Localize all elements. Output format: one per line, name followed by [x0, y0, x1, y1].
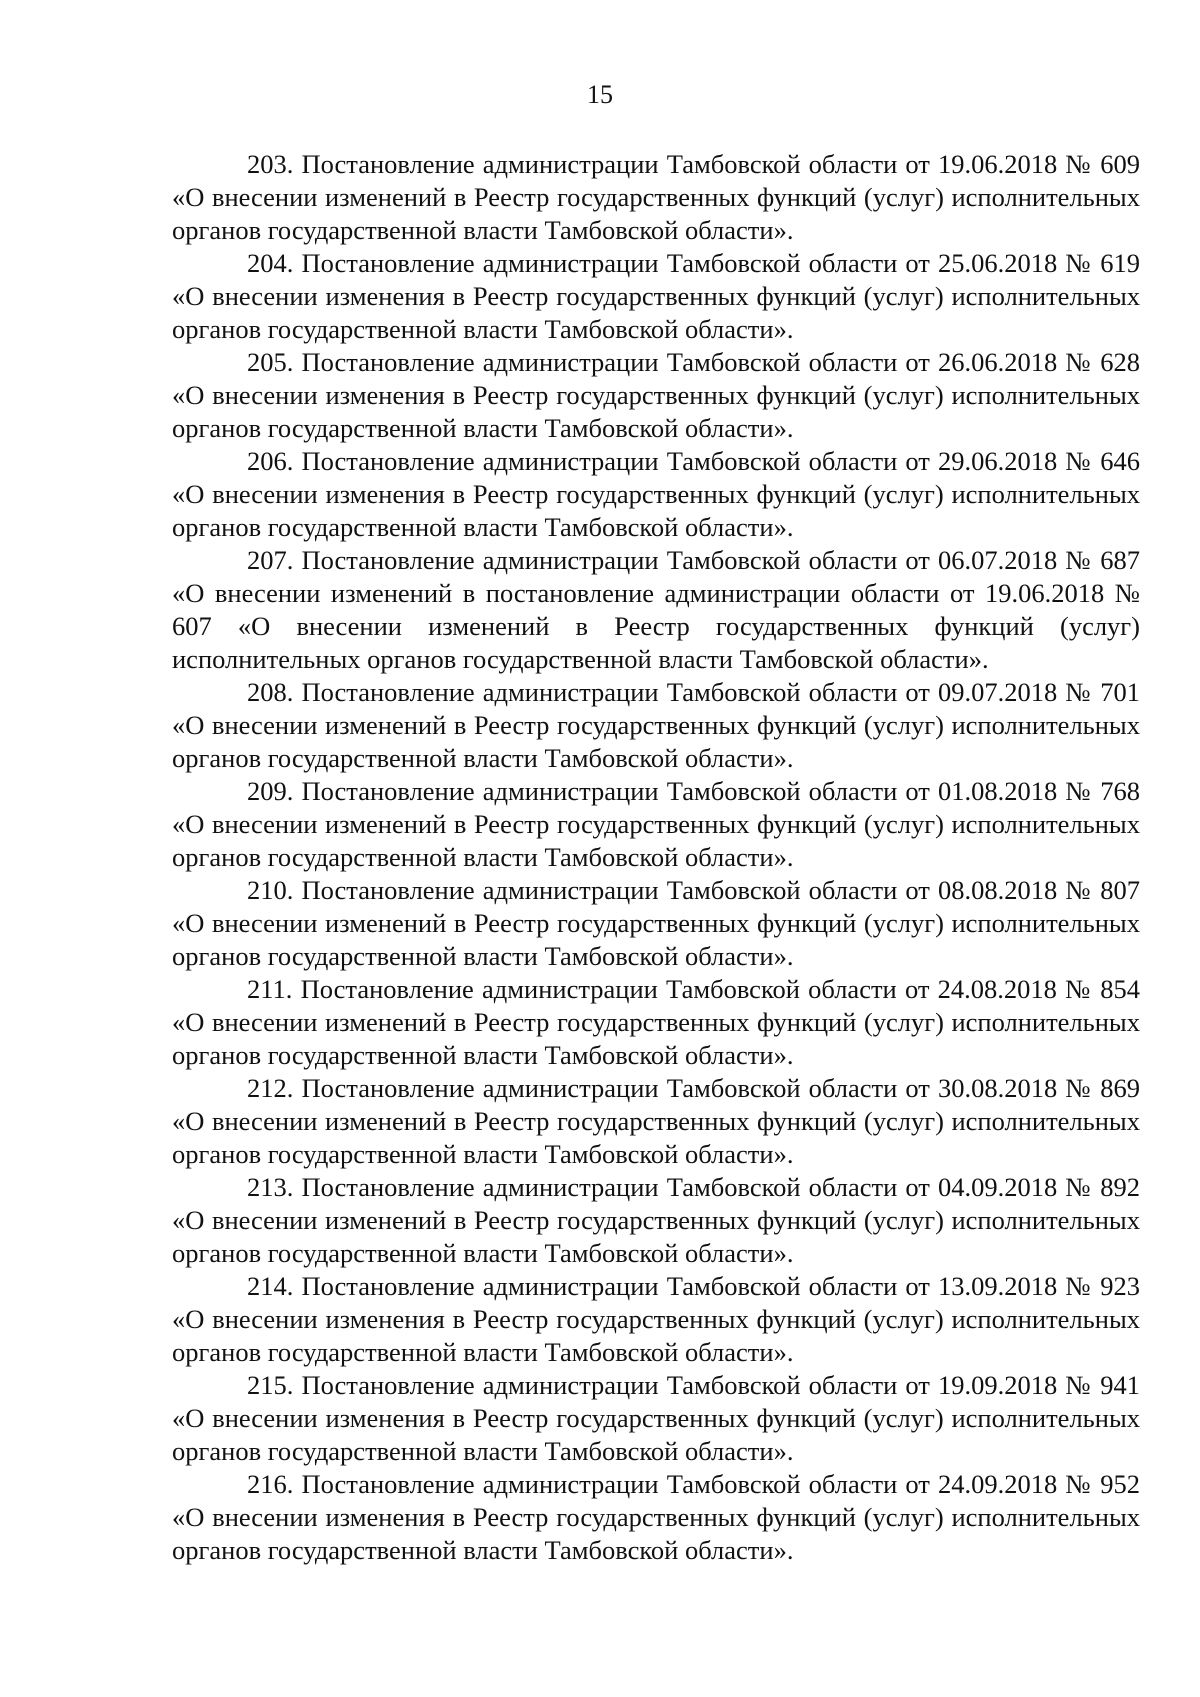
list-item: 213. Постановление администрации Тамбовской области от 04.09.2018 № 892 «О внесении изменений в Реестр государственных функций (услуг) исполнительных органов государственной власти Тамбовской области». — [172, 1172, 1140, 1268]
document-body — [172, 148, 1140, 1567]
list-item: 206. Постановление администрации Тамбовской области от 29.06.2018 № 646 «О внесении изменения в Реестр государственных функций (услуг) исполнительных органов государственной власти Тамбовской области». — [172, 446, 1140, 542]
list-item: 203. Постановление администрации Тамбовской области от 19.06.2018 № 609 «О внесении изменений в Реестр государственных функций (услуг) исполнительных органов государственной власти Тамбовской области». — [172, 149, 1140, 245]
list-item: 209. Постановление администрации Тамбовской области от 01.08.2018 № 768 «О внесении изменений в Реестр государственных функций (услуг) исполнительных органов государственной власти Тамбовской области». — [172, 776, 1140, 872]
list-item: 216. Постановление администрации Тамбовской области от 24.09.2018 № 952 «О внесении изменения в Реестр государственных функций (услуг) исполнительных органов государственной власти Тамбовской области». — [172, 1469, 1140, 1565]
list-item: 207. Постановление администрации Тамбовской области от 06.07.2018 № 687 «О внесении изменений в постановление администрации области от 19.06.2018 № 607 «О внесении изменений в Реестр государственных функций (услуг) исполнительных органов государственной власти Тамбовской области». — [172, 545, 1140, 674]
list-item: 208. Постановление администрации Тамбовской области от 09.07.2018 № 701 «О внесении изменений в Реестр государственных функций (услуг) исполнительных органов государственной власти Тамбовской области». — [172, 677, 1140, 773]
list-item: 211. Постановление администрации Тамбовской области от 24.08.2018 № 854 «О внесении изменений в Реестр государственных функций (услуг) исполнительных органов государственной власти Тамбовской области». — [172, 974, 1140, 1070]
list-item: 204. Постановление администрации Тамбовской области от 25.06.2018 № 619 «О внесении изменения в Реестр государственных функций (услуг) исполнительных органов государственной власти Тамбовской области». — [172, 248, 1140, 344]
list-item: 212. Постановление администрации Тамбовской области от 30.08.2018 № 869 «О внесении изменений в Реестр государственных функций (услуг) исполнительных органов государственной власти Тамбовской области». — [172, 1073, 1140, 1169]
list-item: 210. Постановление администрации Тамбовской области от 08.08.2018 № 807 «О внесении изменений в Реестр государственных функций (услуг) исполнительных органов государственной власти Тамбовской области». — [172, 875, 1140, 971]
list-item: 205. Постановление администрации Тамбовской области от 26.06.2018 № 628 «О внесении изменения в Реестр государственных функций (услуг) исполнительных органов государственной власти Тамбовской области». — [172, 347, 1140, 443]
list-item: 214. Постановление администрации Тамбовской области от 13.09.2018 № 923 «О внесении изменения в Реестр государственных функций (услуг) исполнительных органов государственной власти Тамбовской области». — [172, 1271, 1140, 1367]
page-number: 15 — [587, 80, 613, 109]
list-item: 215. Постановление администрации Тамбовской области от 19.09.2018 № 941 «О внесении изменения в Реестр государственных функций (услуг) исполнительных органов государственной власти Тамбовской области». — [172, 1370, 1140, 1466]
